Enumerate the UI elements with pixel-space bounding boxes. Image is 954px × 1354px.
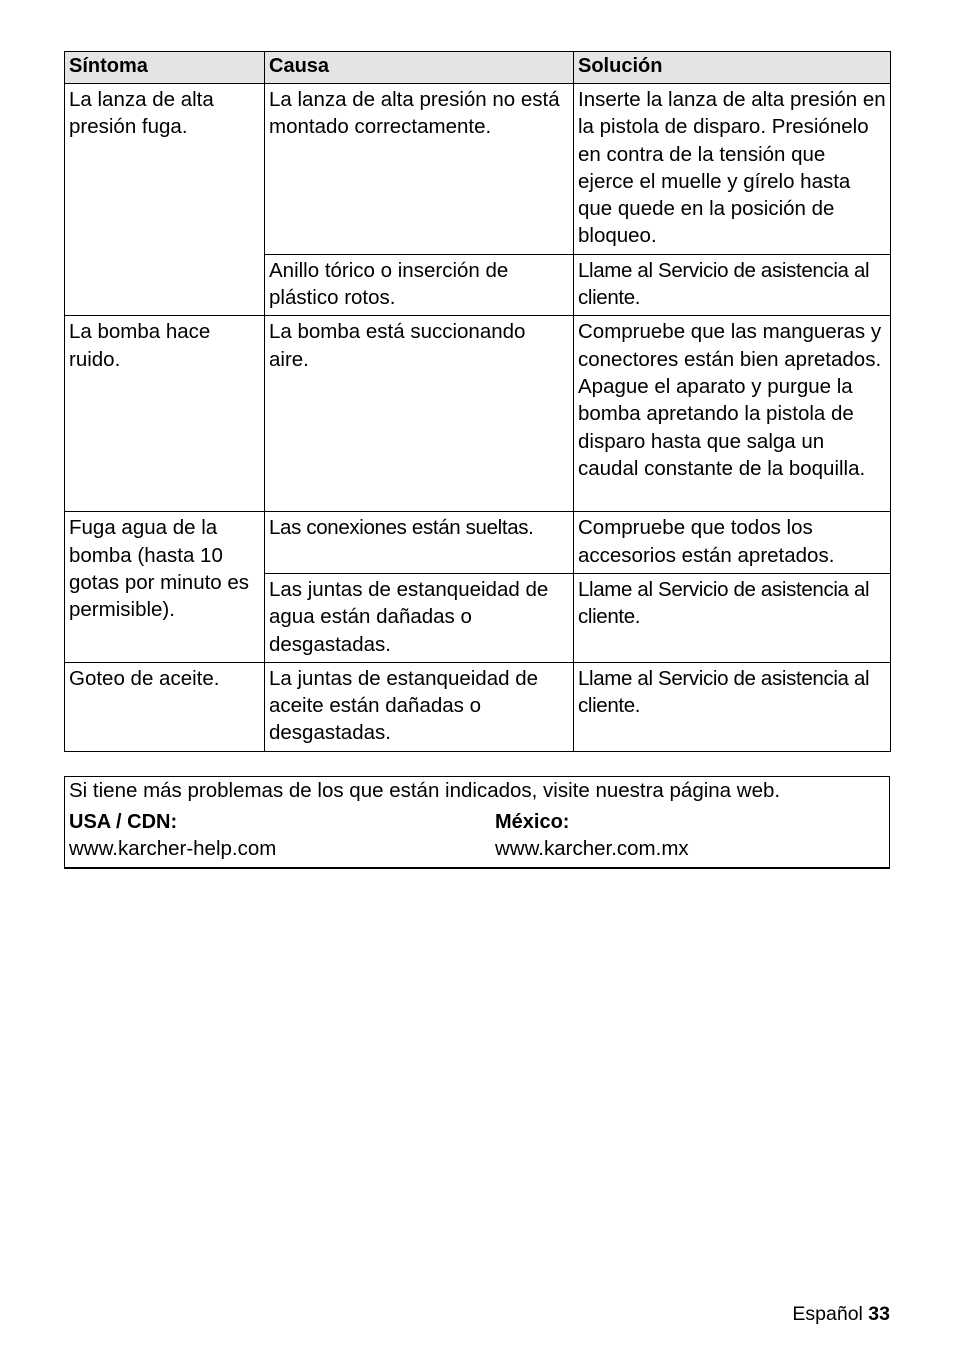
table-header-row <box>65 52 891 84</box>
cause-cell: Las juntas de estanqueidad de agua están dañadas o desgastadas. <box>265 573 574 662</box>
help-mexico-link[interactable]: www.karcher.com.mx <box>495 837 689 860</box>
table-row <box>65 84 891 255</box>
solution-cell: Llame al Servicio de asistencia al cliente. <box>574 254 891 316</box>
cause-cell: La bomba está succionando aire. <box>265 316 574 512</box>
solution-cell: Inserte la lanza de alta presión en la pistola de disparo. Presiónelo en contra de la tensión que ejerce el muelle y gírelo hasta que quede en la posición de bloqueo. <box>574 84 891 255</box>
help-mexico <box>495 809 689 863</box>
solution-cell: Llame al Servicio de asistencia al cliente. <box>574 573 891 662</box>
table-row <box>65 662 891 751</box>
solution-cell: Llame al Servicio de asistencia al cliente. <box>574 662 891 751</box>
help-intro-text: Si tiene más problemas de los que están indicados, visite nuestra página web. <box>69 779 781 802</box>
symptom-cell: La bomba hace ruido. <box>65 316 265 512</box>
help-mexico-label: México: <box>495 811 570 833</box>
table-row <box>65 512 891 574</box>
solution-cell: Compruebe que todos los accesorios están apretados. <box>574 512 891 574</box>
symptom-cell: Goteo de aceite. <box>65 662 265 751</box>
header-symptom: Síntoma <box>65 52 265 84</box>
symptom-cell: La lanza de alta presión fuga. <box>65 84 265 316</box>
help-usa-link[interactable]: www.karcher-help.com <box>69 837 277 860</box>
cause-cell: Las conexiones están sueltas. <box>265 512 574 574</box>
cause-cell: La lanza de alta presión no está montado correctamente. <box>265 84 574 255</box>
help-contact-box <box>64 776 890 869</box>
troubleshooting-table <box>64 51 891 752</box>
page-number: 33 <box>868 1303 890 1325</box>
table-row <box>65 316 891 512</box>
symptom-cell: Fuga agua de la bomba (hasta 10 gotas por minuto es permisible). <box>65 512 265 662</box>
header-solution: Solución <box>574 52 891 84</box>
solution-cell: Compruebe que las mangueras y conectores están bien apretados. Apague el aparato y purgue la bomba apretando la pistola de disparo hasta que salga un caudal constante de la boquilla. <box>574 316 891 512</box>
header-cause: Causa <box>265 52 574 84</box>
cause-cell: La juntas de estanqueidad de aceite están dañadas o desgastadas. <box>265 662 574 751</box>
cause-cell: Anillo tórico o inserción de plástico rotos. <box>265 254 574 316</box>
page-footer <box>792 1302 890 1326</box>
help-usa-label: USA / CDN: <box>69 811 178 833</box>
footer-language: Español <box>792 1303 863 1325</box>
help-usa-cdn <box>69 809 276 863</box>
